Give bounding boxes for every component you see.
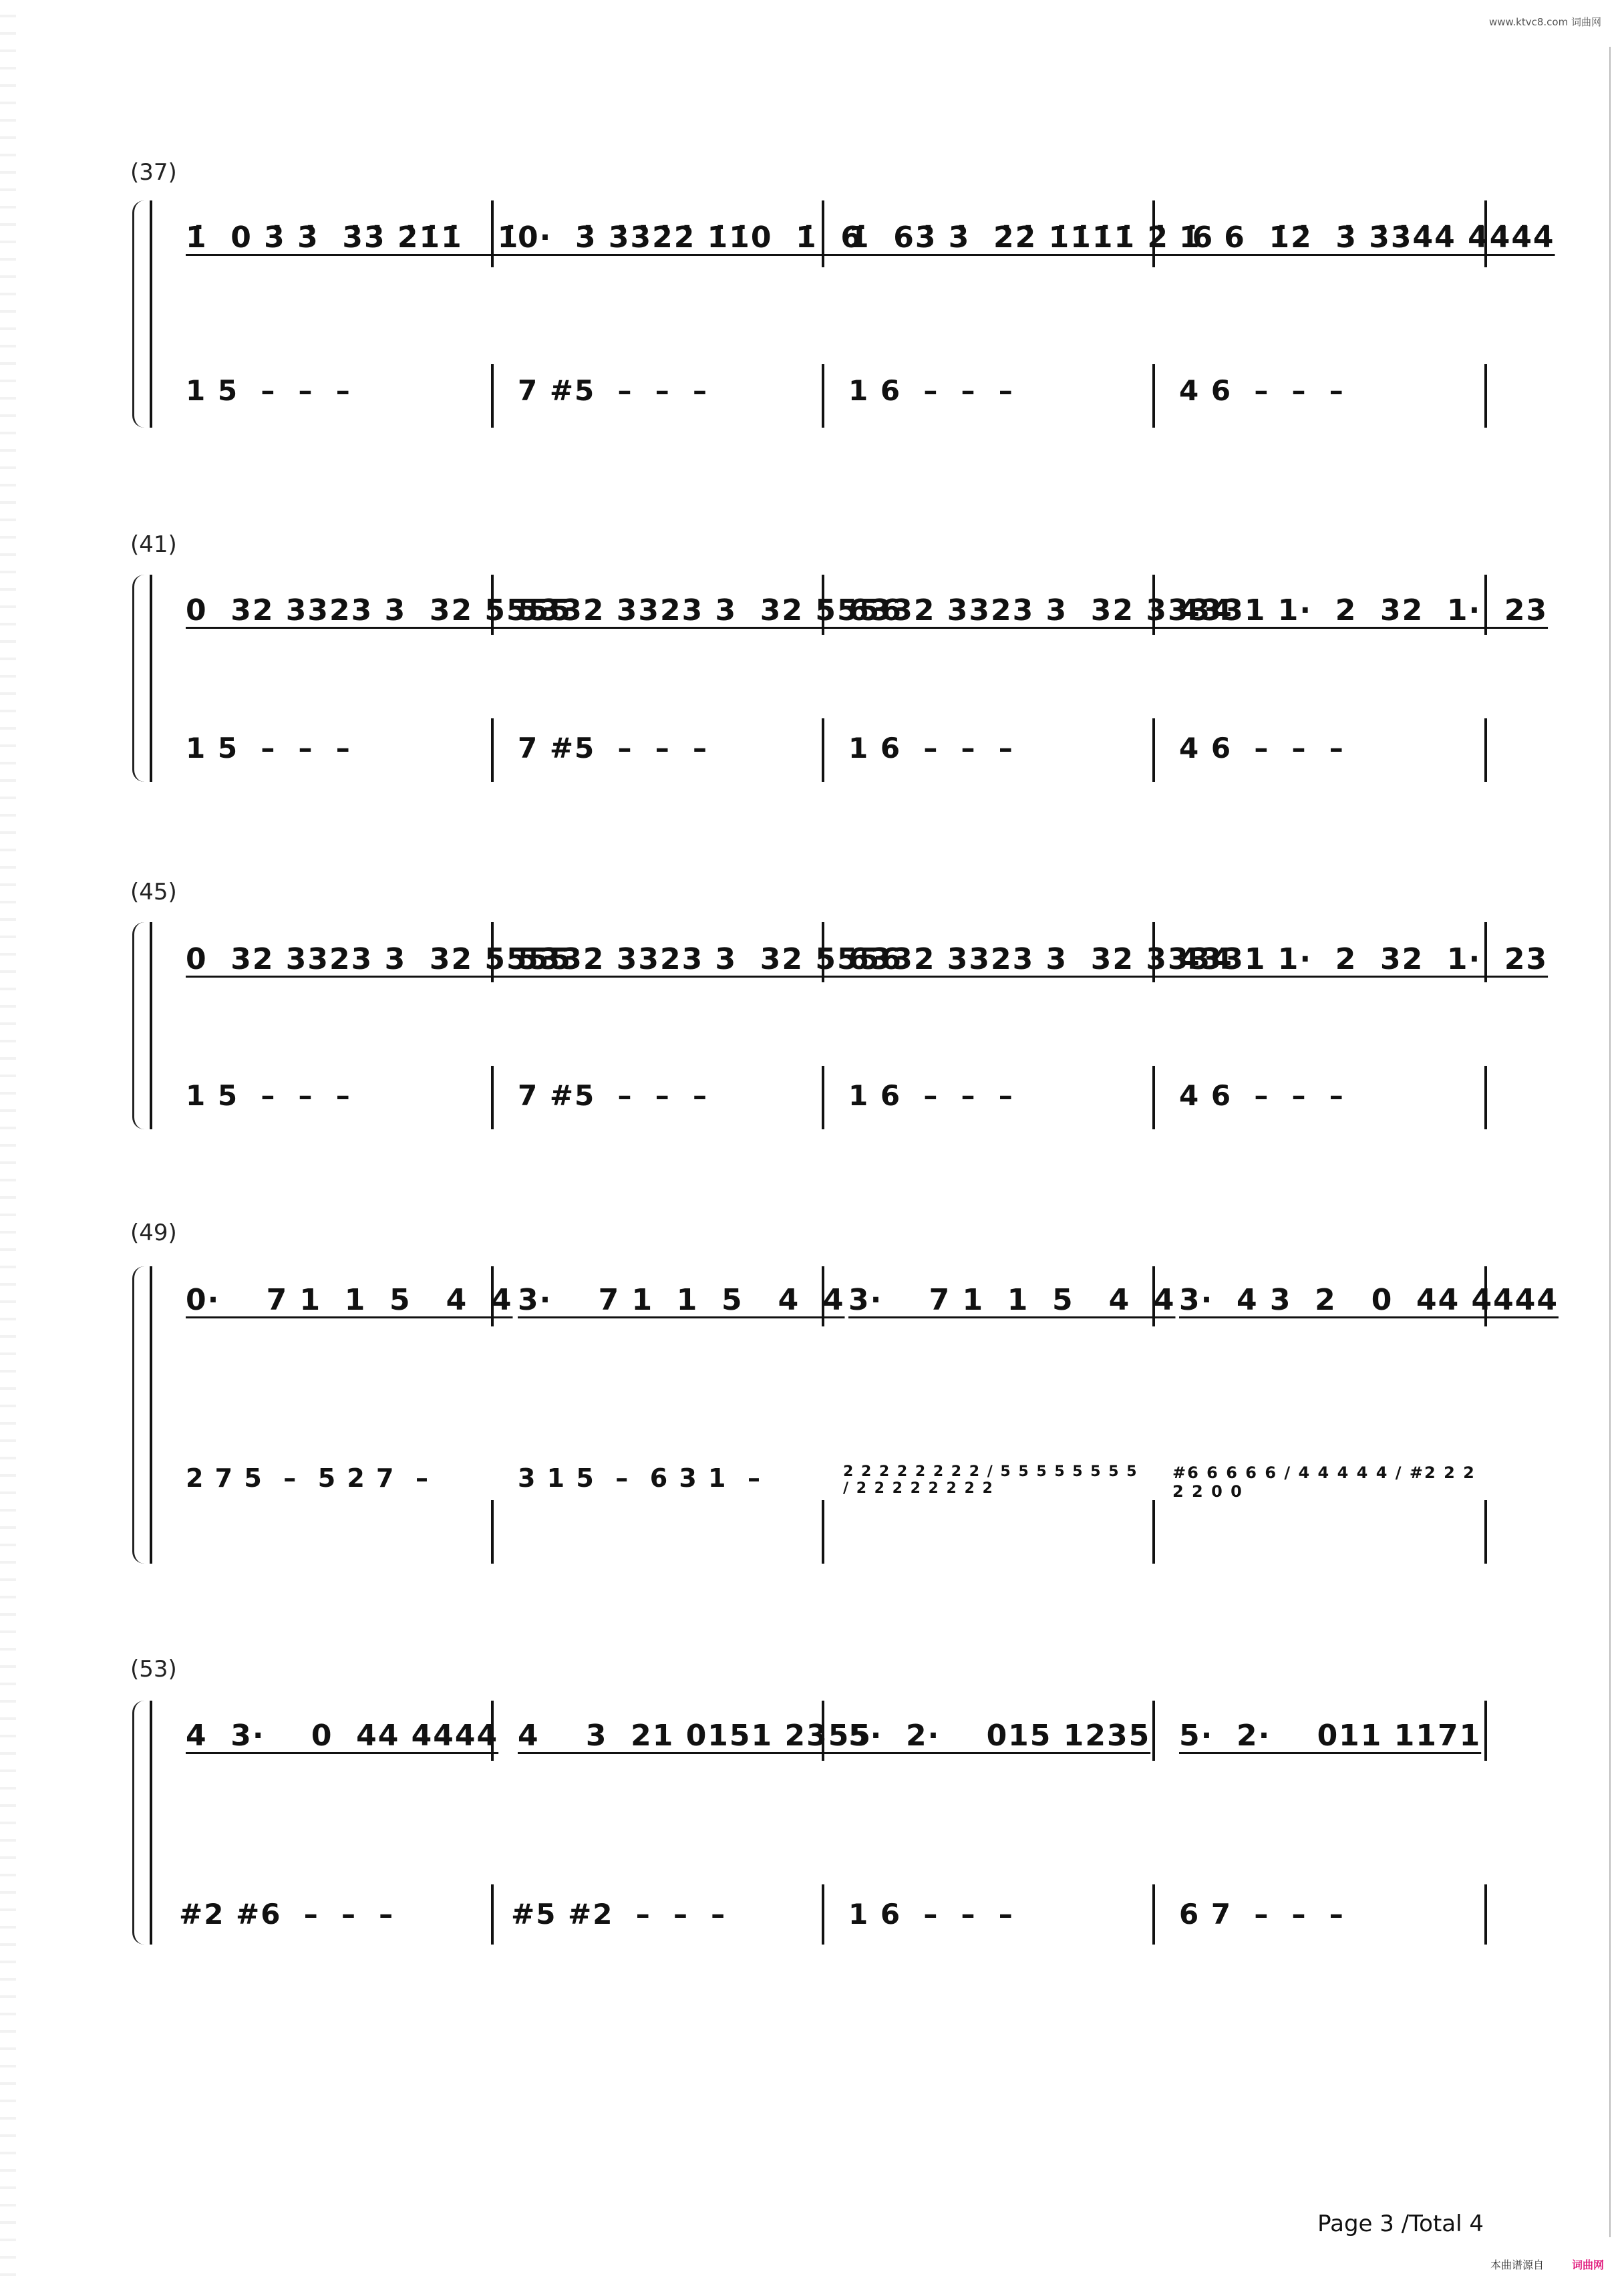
lower-measure: 2 2 2 2 2 2 2 2 / 5 5 5 5 5 5 5 5 / 2 2 2 2 2 2 2 2 — [843, 1463, 1138, 1497]
barline — [1152, 718, 1155, 782]
lower-measure: 4 6 – – – — [1179, 1079, 1345, 1112]
upper-measure: 6332 3323 3 32 3334 — [848, 593, 1233, 627]
upper-measure: 4331 1· 2 32 1· 23 — [1179, 942, 1549, 976]
upper-measure: 1̇ 6 1̇2̇ 3̇ 3̇3̇4̇4̇ 4̇4̇4̇4̇ — [1179, 221, 1555, 255]
lower-measure: 2 7 5 – 5 2 7 – — [186, 1463, 430, 1493]
upper-measure: 5· 2· 011 1171 — [1179, 1719, 1482, 1753]
upper-measure: 5332 3323 3 32 5556 — [518, 942, 903, 976]
barline — [1152, 1500, 1155, 1564]
lower-measure: 7 #5 – – – — [518, 1079, 708, 1112]
lower-measure: 1 5 – – – — [186, 374, 351, 407]
lower-measure: 6 7 – – – — [1179, 1898, 1345, 1931]
barline — [822, 364, 824, 428]
upper-measure: 0· 7 1 1 5 4 4 — [186, 1283, 513, 1317]
upper-measure: 5332 3323 3 32 5556 — [518, 593, 903, 627]
page-indicator: Page 3 /Total 4 — [1317, 2210, 1484, 2237]
barline — [1152, 1066, 1155, 1129]
barline — [1484, 718, 1487, 782]
upper-measure: 3· 4 3 2 0 44 4444 — [1179, 1283, 1559, 1317]
system-brace — [132, 575, 146, 782]
barline — [491, 1884, 494, 1945]
lower-measure: 1 5 – – – — [186, 732, 351, 764]
system-line — [150, 922, 152, 1129]
page-border — [1609, 47, 1611, 2237]
barline — [822, 718, 824, 782]
system-brace — [132, 922, 146, 1129]
upper-measure: 0 32 3323 3 32 5555 — [186, 942, 572, 976]
barline — [822, 1884, 824, 1945]
upper-measure: 1̇ 63̇ 3̇ 2̇2̇ 1̇1̇1̇1̇ 2̇ 6 — [848, 221, 1214, 255]
lower-measure: 1 6 – – – — [848, 1898, 1014, 1931]
measure-number: (49) — [130, 1220, 177, 1246]
measure-number: (37) — [130, 159, 177, 186]
barline — [1484, 1701, 1487, 1761]
barline — [1152, 1884, 1155, 1945]
lower-measure: 1 6 – – – — [848, 732, 1014, 764]
barline — [1484, 1066, 1487, 1129]
left-margin-strip — [0, 0, 16, 2284]
upper-measure: 0 32 3323 3 32 5555 — [186, 593, 572, 627]
system-line — [150, 575, 152, 782]
upper-measure: 0· 3̇ 3̇3̇2̇2̇ 1̇1̇0 1̇ 6 — [518, 221, 863, 255]
barline — [491, 1500, 494, 1564]
system-brace — [132, 200, 146, 428]
upper-measure: 3· 7 1 1 5 4 4 — [848, 1283, 1176, 1317]
barline — [822, 1500, 824, 1564]
system-brace — [132, 1701, 146, 1945]
upper-measure: 4 3 21 0151 2355 — [518, 1719, 872, 1753]
measure-number: (45) — [130, 879, 177, 905]
barline — [491, 364, 494, 428]
upper-measure: 5· 2· 015 1235 — [848, 1719, 1151, 1753]
system-line — [150, 1701, 152, 1945]
barline — [1484, 1884, 1487, 1945]
measure-number: (41) — [130, 531, 177, 558]
upper-measure: 6332 3323 3 32 3334 — [848, 942, 1233, 976]
barline — [822, 1066, 824, 1129]
source-site: 词曲网 — [1571, 2259, 1604, 2271]
lower-measure: #6 6 6 6 6 / 4 4 4 4 4 / #2 2 2 2 2 0 0 — [1172, 1463, 1476, 1501]
system-brace — [132, 1266, 146, 1564]
barline — [491, 1066, 494, 1129]
barline — [1484, 1500, 1487, 1564]
lower-measure: #2 #6 – – – — [179, 1898, 395, 1931]
system-line — [150, 1266, 152, 1564]
lower-measure: 7 #5 – – – — [518, 374, 708, 407]
lower-measure: 1 5 – – – — [186, 1079, 351, 1112]
barline — [1484, 364, 1487, 428]
lower-measure: 1 6 – – – — [848, 374, 1014, 407]
lower-measure: #5 #2 – – – — [511, 1898, 727, 1931]
lower-measure: 7 #5 – – – — [518, 732, 708, 764]
upper-measure: 4 3· 0 44 4444 — [186, 1719, 499, 1753]
barline — [491, 718, 494, 782]
system-line — [150, 200, 152, 428]
measure-number: (53) — [130, 1656, 177, 1683]
lower-measure: 3 1 5 – 6 3 1 – — [518, 1463, 762, 1493]
lower-measure: 1 6 – – – — [848, 1079, 1014, 1112]
source-label: 本曲谱源自 — [1490, 2259, 1544, 2271]
lower-measure: 4 6 – – – — [1179, 732, 1345, 764]
upper-measure: 4331 1· 2 32 1· 23 — [1179, 593, 1549, 627]
lower-measure: 4 6 – – – — [1179, 374, 1345, 407]
upper-measure: 3· 7 1 1 5 4 4 — [518, 1283, 845, 1317]
barline — [1152, 1701, 1155, 1761]
upper-measure: 1̇ 0 3̇ 3̇ 3̇3̇ 2̇1̇1̇ 1̇ — [186, 221, 520, 255]
barline — [1152, 364, 1155, 428]
site-header: www.ktvc8.com 词曲网 — [1488, 16, 1601, 28]
